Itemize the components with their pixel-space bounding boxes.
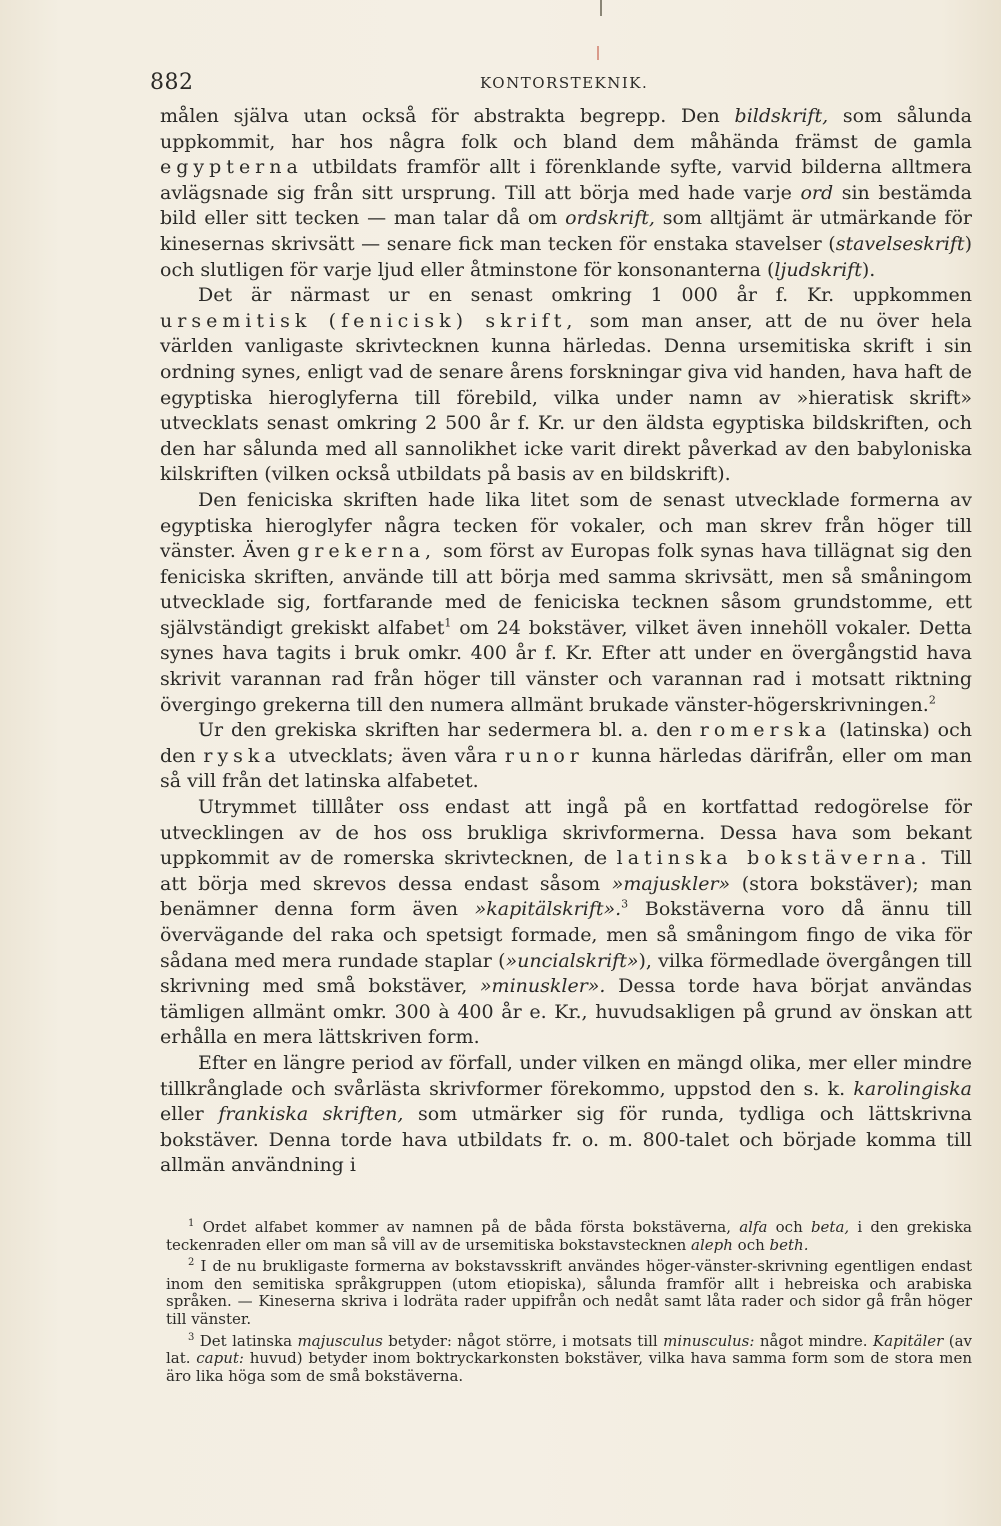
paragraph-5: Utrymmet tilllåter oss endast att ingå på en kortfattad redogörelse för utvecklingen av de hos oss brukliga skrivformerna. Dessa hava som bekant uppkommit av de romerska skrivtecknen, de latinska bokstäverna. Till att börja med skrevos dessa endast såsom »majuskler» (stora bokstäver); man benämner denna form även »kapitälskrift».$^3$ Bokstäverna voro då ännu till övervägande del raka och spetsigt formade, men så småningom fingo de vika för sådana med mera rundade staplar (»uncialskrift»), vilka förmedlade övergången till skrivning med små bokstäver, »minuskler». Dessa torde hava börjat användas tämligen allmänt omkr. 300 à 400 år e. Kr., huvudsakligen på grund av önskan att erhålla en mera lättskriven form. xyxy=(160,796,973,1049)
footnote-2: $^2$ I de nu brukligaste formerna av bokstavsskrift användes höger-vänster-skrivning egentligen endast inom den semitiska språkgruppen (utom etiopiska), sålunda framför allt i hebreiska och arabiska språken. — Kineserna skriva i lodräta rader uppifrån och nedåt samt låta rader och sidor gå från höger till vänster. xyxy=(166,1257,972,1328)
print-mark xyxy=(600,0,602,16)
paragraph-2: Det är närmast ur en senast omkring 1 000 år f. Kr. uppkommen ursemitisk (fenicisk) skrift, som man anser, att de nu över hela världen vanligaste skrivtecknen kunna härledas. Denna ursemitiska skrift i sin ordning synes, enligt vad de senare årens forskningar giva vid handen, hava haft de egyptiska hieroglyferna till förebild, vilka under namn av »hieratisk skrift» utvecklats senast omkring 2 500 år f. Kr. ur den äldsta egyptiska bildskriften, och den har sålunda med all sannolikhet icke varit direkt påverkad av den babyloniska kilskriften (vilken också utbildats på basis av en bildskrift). xyxy=(160,284,972,486)
paragraph-6: Efter en längre period av förfall, under vilken en mängd olika, mer eller mindre tillkrånglade och svårlästa skrivformer förekommo, uppstod den s. k. karolingiska eller frankiska skriften, som utmärker sig för runda, tydliga och lättskrivna bokstäver. Denna torde hava utbildats fr. o. m. 800-talet och började komma till allmän användning i xyxy=(160,1051,973,1177)
running-head: KONTORSTEKNIK. xyxy=(480,74,649,92)
paragraph-3: Den feniciska skriften hade lika litet som de senast utvecklade formerna av egyptiska hieroglyfer några tecken för vokaler, och man skrev från höger till vänster. Även grekerna, som först av Europas folk synas hava tillägnat sig den feniciska skriften, använde till att börja med samma skrivsätt, men så småningom utvecklade sig, fortfarande med de feniciska tecknen såsom grundstomme, ett självständigt grekiskt alfabet$^1$ om 24 bokstäver, vilket även innehöll vokaler. Detta synes hava tagits i bruk omkr. 400 år f. Kr. Efter att under en övergångstid hava skrivit varannan rad från höger till vänster och varannan rad i motsatt riktning övergingo grekerna till den numera allmänt brukade vänster-högerskrivningen.$^2$ xyxy=(160,488,972,716)
body-text xyxy=(160,104,972,1179)
print-mark xyxy=(597,46,599,60)
footnote-ref-1: 1 xyxy=(444,616,452,630)
footnotes xyxy=(166,1215,972,1385)
footnote-ref-3: 3 xyxy=(621,898,629,912)
page-number: 882 xyxy=(150,70,194,95)
footnote-1: $^1$ Ordet alfabet kommer av namnen på de båda första bokstäverna, alfa och beta, i den grekiska teckenraden eller om man så vill av de ursemitiska bokstavstecknen aleph och beth. xyxy=(166,1218,972,1254)
paragraph-1: målen själva utan också för abstrakta begrepp. Den bildskrift, som sålunda uppkommit, har hos några folk och bland dem måhända främst de gamla egypterna utbildats framför allt i förenklande syfte, varvid bilderna alltmera avlägsnade sig från sitt ursprung. Till att börja med hade varje ord sin bestämda bild eller sitt tecken — man talar då om ordskrift, som alltjämt är utmärkande för kinesernas skrivsätt — senare fick man tecken för enstaka stavelser (stavelseskrift) och slutligen för varje ljud eller åtminstone för konsonanterna (ljudskrift). xyxy=(160,105,972,281)
footnote-ref-2: 2 xyxy=(928,693,936,707)
paragraph-4: Ur den grekiska skriften har sedermera bl. a. den romerska (latinska) och den ryska utvecklats; även våra runor kunna härledas därifrån, eller om man så vill från det latinska alfabetet. xyxy=(160,719,972,793)
footnote-3: $^3$ Det latinska majusculus betyder: något större, i motsats till minusculus: något mindre. Kapitäler (av lat. caput: huvud) betyder inom boktryckarkonsten bokstäver, vilka hava samma form som de stora men äro lika höga som de små bokstäverna. xyxy=(166,1331,973,1385)
page-header xyxy=(150,66,930,96)
